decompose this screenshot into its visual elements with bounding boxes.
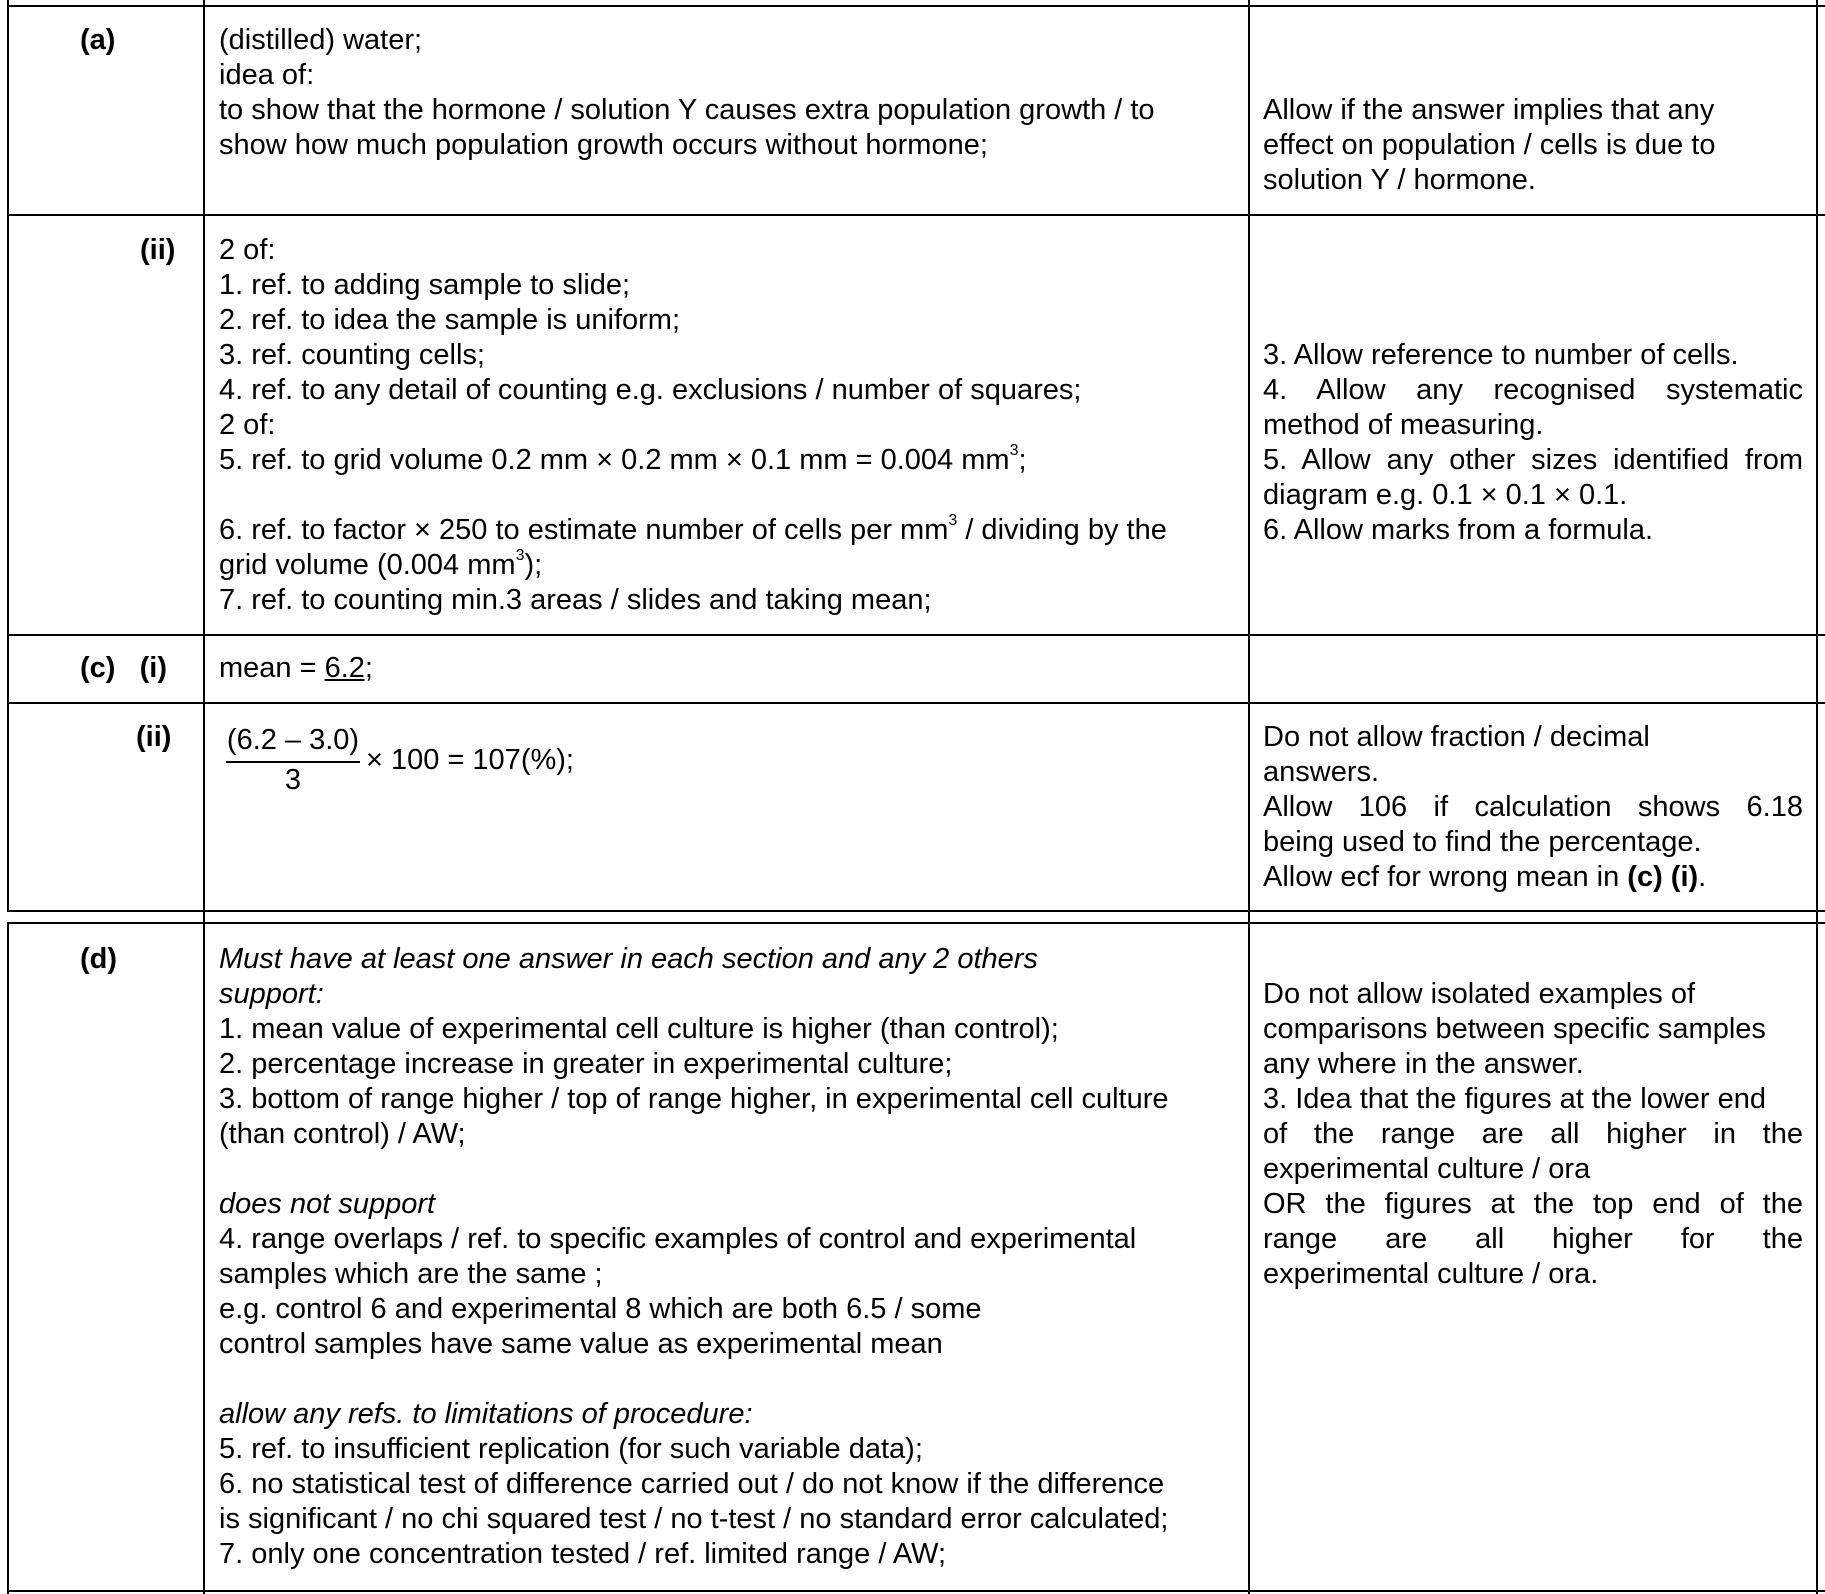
guidance-line: method of measuring. bbox=[1263, 409, 1544, 441]
answer-line: e.g. control 6 and experimental 8 which are both 6.5 / some bbox=[219, 1293, 982, 1325]
answer-line: 4. range overlaps / ref. to specific examples of control and experimental bbox=[219, 1223, 1137, 1255]
guidance-c-ii bbox=[1263, 720, 1803, 895]
mean-value: 6.2; bbox=[324, 652, 373, 684]
section-heading-does-not-support: does not support bbox=[219, 1188, 436, 1220]
guidance-line: 6. Allow marks from a formula. bbox=[1263, 514, 1653, 546]
guidance-line: Allow if the answer implies that any bbox=[1263, 94, 1715, 126]
guidance-d bbox=[1263, 977, 1803, 1292]
guidance-line: any where in the answer. bbox=[1263, 1048, 1584, 1080]
answer-c-i: mean = 6.2; bbox=[219, 652, 373, 684]
guidance-line: of the range are all higher in the bbox=[1263, 1118, 1803, 1150]
formula-numerator: (6.2 – 3.0) bbox=[226, 724, 360, 756]
section-heading-limitations: allow any refs. to limitations of procedure: bbox=[219, 1398, 753, 1430]
answer-b-ii bbox=[219, 233, 1237, 618]
guidance-line: experimental culture / ora. bbox=[1263, 1258, 1599, 1290]
answer-line: 6. no statistical test of difference carried out / do not know if the difference bbox=[219, 1468, 1165, 1500]
guidance-line: 5. Allow any other sizes identified from bbox=[1263, 444, 1803, 476]
question-label-b-ii: (ii) bbox=[140, 234, 176, 266]
answer-point-7: 7. ref. to counting min.3 areas / slides and taking mean; bbox=[219, 584, 932, 616]
answer-line: 2 of: bbox=[219, 409, 276, 441]
rule-ci-bottom bbox=[7, 702, 1825, 704]
answer-line: 1. ref. to adding sample to slide; bbox=[219, 269, 631, 301]
rule-d-top bbox=[7, 922, 1825, 924]
question-label-a: (a) bbox=[80, 24, 116, 56]
rule-col1 bbox=[203, 0, 205, 1594]
rule-top bbox=[7, 5, 1825, 7]
guidance-line: 3. Idea that the figures at the lower end bbox=[1263, 1083, 1766, 1115]
guidance-line: Allow 106 if calculation shows 6.18 bbox=[1263, 791, 1803, 823]
guidance-line: solution Y / hormone. bbox=[1263, 164, 1536, 196]
guidance-line: Do not allow isolated examples of bbox=[1263, 978, 1696, 1010]
answer-a bbox=[219, 23, 1237, 163]
answer-point-6: 6. ref. to factor × 250 to estimate number of cells per $mm^3$ / dividing by the bbox=[219, 512, 1167, 546]
guidance-line: Allow ecf for wrong mean in (c) (i). bbox=[1263, 861, 1707, 893]
answer-line: 4. ref. to any detail of counting e.g. exclusions / number of squares; bbox=[219, 374, 1082, 406]
rule-left-d bbox=[7, 922, 9, 1594]
answer-line: 3. ref. counting cells; bbox=[219, 339, 485, 371]
rule-cii-bottom bbox=[7, 910, 1825, 912]
rule-col2 bbox=[1248, 0, 1250, 1594]
guidance-line: range are all higher for the bbox=[1263, 1223, 1803, 1255]
guidance-line: 4. Allow any recognised systematic bbox=[1263, 374, 1803, 406]
answer-line: 5. ref. to insufficient replication (for such variable data); bbox=[219, 1433, 923, 1465]
answer-line: 2 of: bbox=[219, 234, 276, 266]
guidance-line: Do not allow fraction / decimal bbox=[1263, 721, 1650, 753]
guidance-line: OR the figures at the top end of the bbox=[1263, 1188, 1803, 1220]
rule-d-bottom bbox=[7, 1590, 1825, 1592]
percentage-formula bbox=[224, 723, 824, 803]
answer-line: 1. mean value of experimental cell culture is higher (than control); bbox=[219, 1013, 1059, 1045]
guidance-line: 3. Allow reference to number of cells. bbox=[1263, 339, 1739, 371]
answer-line: control samples have same value as experimental mean bbox=[219, 1328, 943, 1360]
answer-line: 3. bottom of range higher / top of range higher, in experimental cell culture bbox=[219, 1083, 1169, 1115]
guidance-b-ii bbox=[1263, 338, 1803, 548]
rule-left bbox=[7, 0, 9, 912]
rule-right bbox=[1816, 0, 1818, 1594]
answer-line: (than control) / AW; bbox=[219, 1118, 466, 1150]
answer-line: 2. percentage increase in greater in experimental culture; bbox=[219, 1048, 953, 1080]
question-label-c-i: (c) (i) bbox=[80, 652, 167, 684]
answer-line: 2. ref. to idea the sample is uniform; bbox=[219, 304, 680, 336]
formula-result: × 100 = 107(%); bbox=[366, 744, 574, 776]
guidance-line: being used to find the percentage. bbox=[1263, 826, 1702, 858]
guidance-line: comparisons between specific samples bbox=[1263, 1013, 1766, 1045]
answer-line: 7. only one concentration tested / ref. limited range / AW; bbox=[219, 1538, 947, 1570]
question-label-d: (d) bbox=[80, 943, 118, 975]
answer-point-5: 5. ref. to grid volume 0.2 mm × 0.2 mm × 0.1 mm = 0.004 $mm^3$; bbox=[219, 442, 1027, 476]
answer-line: to show that the hormone / solution Y causes extra population growth / to bbox=[219, 94, 1155, 126]
guidance-a bbox=[1263, 93, 1803, 198]
answer-line: is significant / no chi squared test / no t-test / no standard error calculated; bbox=[219, 1503, 1169, 1535]
guidance-line: answers. bbox=[1263, 756, 1380, 788]
rule-a-bottom bbox=[7, 214, 1825, 216]
section-heading-support: support: bbox=[219, 978, 324, 1010]
question-label-c-ii: (ii) bbox=[136, 721, 172, 753]
answer-line: samples which are the same ; bbox=[219, 1258, 603, 1290]
answer-point-6-cont: grid volume (0.004 $mm^3$); bbox=[219, 547, 543, 581]
guidance-line: diagram e.g. 0.1 × 0.1 × 0.1. bbox=[1263, 479, 1628, 511]
answer-line: show how much population growth occurs without hormone; bbox=[219, 129, 988, 161]
formula-denominator: 3 bbox=[284, 764, 302, 796]
guidance-line: effect on population / cells is due to bbox=[1263, 129, 1716, 161]
answer-line: (distilled) water; bbox=[219, 24, 423, 56]
answer-line: idea of: bbox=[219, 59, 315, 91]
guidance-line: experimental culture / ora bbox=[1263, 1153, 1591, 1185]
answer-d bbox=[219, 942, 1237, 1572]
instruction-line: Must have at least one answer in each section and any 2 others bbox=[219, 943, 1038, 975]
rule-bii-bottom bbox=[7, 634, 1825, 636]
